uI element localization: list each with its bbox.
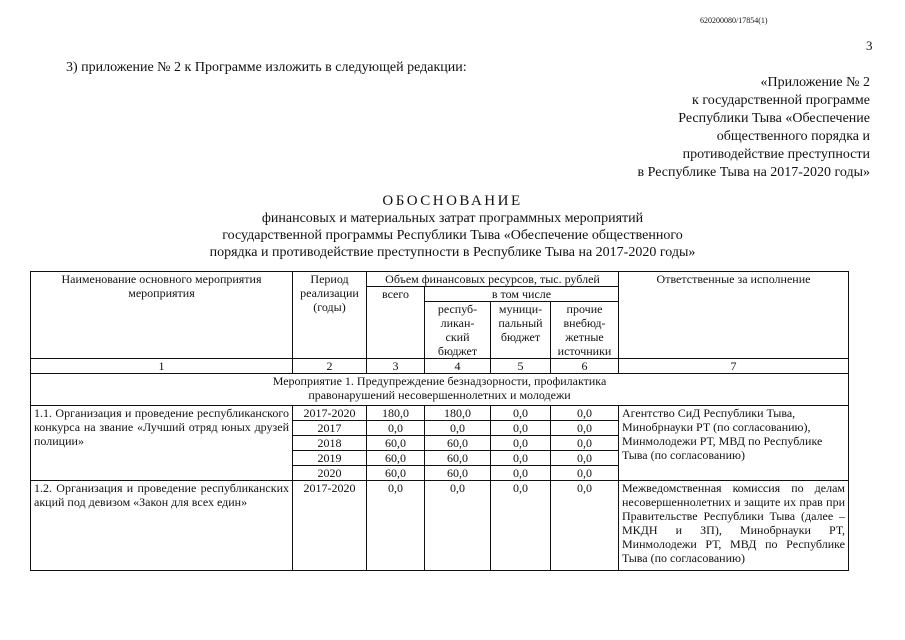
cell-republican: 0,0 bbox=[425, 421, 491, 436]
cell-municipal: 0,0 bbox=[491, 481, 551, 571]
column-number: 4 bbox=[425, 359, 491, 374]
cell-total: 60,0 bbox=[367, 436, 425, 451]
table-row bbox=[31, 481, 849, 571]
cell-other: 0,0 bbox=[551, 481, 619, 571]
cell-total: 60,0 bbox=[367, 451, 425, 466]
header-republican: респуб- ликан- ский бюджет bbox=[425, 302, 491, 359]
header-period: Период реализации (годы) bbox=[293, 272, 367, 359]
cell-municipal: 0,0 bbox=[491, 466, 551, 481]
page-number: 3 bbox=[866, 38, 873, 53]
financing-table bbox=[30, 271, 849, 571]
header-total: всего bbox=[367, 287, 425, 359]
cell-other: 0,0 bbox=[551, 406, 619, 421]
column-number: 7 bbox=[619, 359, 849, 374]
cell-municipal: 0,0 bbox=[491, 451, 551, 466]
header-volume: Объем финансовых ресурсов, тыс. рублей bbox=[367, 272, 619, 287]
cell-municipal: 0,0 bbox=[491, 406, 551, 421]
appendix-line: к государственной программе bbox=[692, 93, 870, 108]
cell-republican: 60,0 bbox=[425, 451, 491, 466]
heading-subtitle-line: порядка и противодействие преступности в Республике Тыва на 2017-2020 годы» bbox=[209, 245, 696, 260]
cell-other: 0,0 bbox=[551, 466, 619, 481]
cell-municipal: 0,0 bbox=[491, 421, 551, 436]
instruction-text: 3) приложение № 2 к Программе изложить в следующей редакции: bbox=[66, 60, 467, 75]
cell-period: 2020 bbox=[293, 466, 367, 481]
cell-other: 0,0 bbox=[551, 436, 619, 451]
cell-republican: 180,0 bbox=[425, 406, 491, 421]
cell-period: 2018 bbox=[293, 436, 367, 451]
section-row: Мероприятие 1. Предупреждение безнадзорности, профилактика правонарушений несовершеннолетних и молодежи bbox=[31, 374, 849, 406]
item-2-name: 1.2. Организация и проведение республиканских акций под девизом «Закон для всех един» bbox=[31, 481, 293, 571]
cell-other: 0,0 bbox=[551, 451, 619, 466]
cell-period: 2017-2020 bbox=[293, 406, 367, 421]
appendix-line: противодействие преступности bbox=[682, 147, 870, 162]
cell-period: 2017-2020 bbox=[293, 481, 367, 571]
cell-total: 0,0 bbox=[367, 421, 425, 436]
heading-subtitle-line: государственной программы Республики Тыва «Обеспечение общественного bbox=[222, 228, 683, 243]
header-responsible: Ответственные за исполнение bbox=[619, 272, 849, 359]
appendix-line: в Республике Тыва на 2017-2020 годы» bbox=[637, 165, 870, 180]
cell-total: 180,0 bbox=[367, 406, 425, 421]
header-other: прочие внебюд- жетные источники bbox=[551, 302, 619, 359]
appendix-line: общественного порядка и bbox=[716, 129, 870, 144]
cell-municipal: 0,0 bbox=[491, 436, 551, 451]
heading-subtitle-line: финансовых и материальных затрат программных мероприятий bbox=[261, 211, 644, 226]
heading-title: ОБОСНОВАНИЕ bbox=[382, 193, 523, 209]
column-number: 3 bbox=[367, 359, 425, 374]
cell-republican: 60,0 bbox=[425, 436, 491, 451]
table-row bbox=[31, 406, 849, 421]
cell-period: 2019 bbox=[293, 451, 367, 466]
cell-total: 60,0 bbox=[367, 466, 425, 481]
column-number-row bbox=[31, 359, 849, 374]
column-number: 5 bbox=[491, 359, 551, 374]
document-heading bbox=[0, 192, 905, 261]
column-number: 1 bbox=[31, 359, 293, 374]
cell-period: 2017 bbox=[293, 421, 367, 436]
column-number: 2 bbox=[293, 359, 367, 374]
header-municipal: муници- пальный бюджет bbox=[491, 302, 551, 359]
column-number: 6 bbox=[551, 359, 619, 374]
appendix-line: «Приложение № 2 bbox=[760, 75, 870, 90]
item-1-name: 1.1. Организация и проведение республиканского конкурса на звание «Лучший отряд юных друзей полиции» bbox=[31, 406, 293, 481]
document-id: 620200080/17854(1) bbox=[700, 16, 768, 25]
appendix-note bbox=[570, 74, 870, 182]
item-2-responsible: Межведомственная комиссия по делам несовершеннолетних и защите их прав при Правительстве Республики Тыва (далее – МКДН и ЗП), Минобрнауки РТ, Минмолодежи РТ, МВД по Республике Тыва (по согласованию) bbox=[619, 481, 849, 571]
cell-other: 0,0 bbox=[551, 421, 619, 436]
header-name: Наименование основного мероприятия мероприятия bbox=[31, 272, 293, 359]
cell-republican: 60,0 bbox=[425, 466, 491, 481]
appendix-line: Республики Тыва «Обеспечение bbox=[678, 111, 870, 126]
item-1-responsible: Агентство СиД Республики Тыва, Минобрнауки РТ (по согласованию), Минмолодежи РТ, МВД по Республике Тыва (по согласованию) bbox=[619, 406, 849, 481]
cell-republican: 0,0 bbox=[425, 481, 491, 571]
cell-total: 0,0 bbox=[367, 481, 425, 571]
header-including: в том числе bbox=[425, 287, 619, 302]
